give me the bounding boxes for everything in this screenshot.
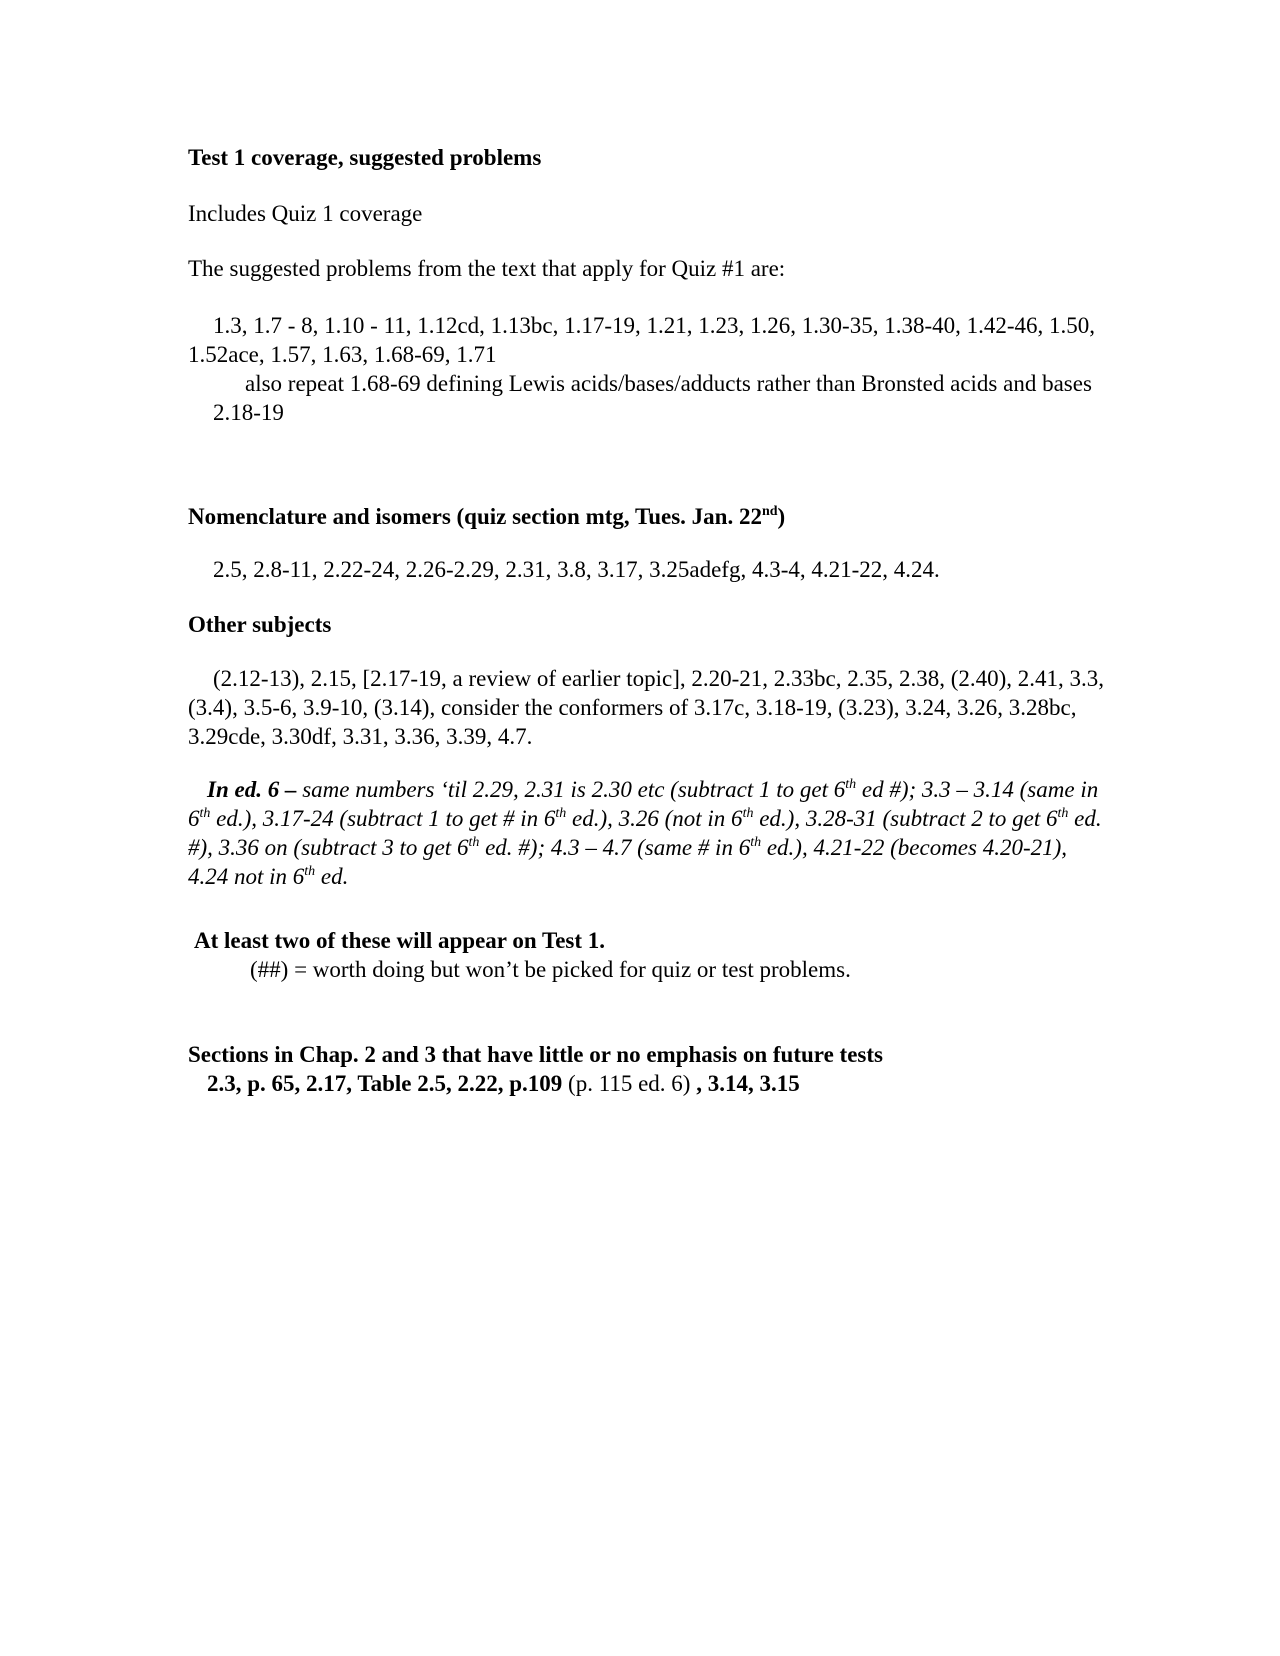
edition-6-text-9: ed. — [315, 864, 349, 889]
nomenclature-heading-text: Nomenclature and isomers (quiz section mtg, Tues. Jan. 22 — [188, 504, 762, 529]
quiz-intro: The suggested problems from the text that apply for Quiz #1 are: — [188, 256, 786, 281]
sections-list-bold-1: 2.3, p. 65, 2.17, Table 2.5, 2.22, p.109 — [207, 1071, 563, 1096]
edition-6-lead: In ed. 6 – — [207, 777, 297, 802]
edition-6-sup-6: th — [468, 835, 480, 850]
quiz-extra-problems: 2.18-19 — [213, 400, 284, 425]
edition-6-text-7: ed. #); 4.3 – 4.7 (same # in 6 — [479, 835, 751, 860]
edition-6-text-5: ed.), 3.28-31 (subtract 2 to get 6 — [753, 806, 1058, 831]
edition-6-text-2: ed #); 3.3 – 3.14 (same in 6 — [188, 777, 1099, 831]
edition-6-sup-7: th — [750, 835, 762, 850]
edition-6-text-6: ed. #), 3.36 on (subtract 3 to get 6 — [188, 806, 1102, 860]
edition-6-sup-8: th — [304, 864, 316, 879]
worth-doing-note: (##) = worth doing but won’t be picked for quiz or test problems. — [250, 957, 851, 982]
test-note-block — [188, 926, 1108, 984]
nomenclature-problem-list: 2.5, 2.8-11, 2.22-24, 2.26-2.29, 2.31, 3.8, 3.17, 3.25adefg, 4.3-4, 4.21-22, 4.24. — [213, 557, 940, 582]
edition-6-sup-4: th — [742, 806, 754, 821]
edition-6-note — [188, 775, 1108, 891]
edition-6-text-3: ed.), 3.17-24 (subtract 1 to get # in 6 — [210, 806, 556, 831]
sections-list-normal: (p. 115 ed. 6) — [562, 1071, 697, 1096]
quiz-also-note: also repeat 1.68-69 defining Lewis acids/bases/adducts rather than Bronsted acids and bases — [245, 371, 1092, 396]
nomenclature-heading-sup: nd — [761, 504, 778, 519]
page-title: Test 1 coverage, suggested problems — [188, 145, 542, 170]
at-least-two-note: At least two of these will appear on Test 1. — [194, 928, 606, 953]
edition-6-sup-3: th — [555, 806, 567, 821]
edition-6-sup-1: th — [845, 777, 857, 792]
quiz-problem-block — [188, 311, 1108, 427]
other-subjects-problem-list: (2.12-13), 2.15, [2.17-19, a review of earlier topic], 2.20-21, 2.33bc, 2.35, 2.38, (2.40), 2.41, 3.3, (3.4), 3.5-6, 3.9-10, (3.14), consider the conformers of 3.17c, 3.18-19, (3.23), 3.24, 3.26, 3.28bc, 3.29cde, 3.30df, 3.31, 3.36, 3.39, 4.7. — [188, 666, 1105, 749]
other-subjects-heading: Other subjects — [188, 612, 332, 637]
edition-6-text-8: ed.), 4.21-22 (becomes 4.20-21), 4.24 not in 6 — [188, 835, 1068, 889]
nomenclature-heading — [188, 502, 1108, 531]
sections-block — [188, 1040, 1108, 1098]
sections-heading: Sections in Chap. 2 and 3 that have little or no emphasis on future tests — [188, 1042, 883, 1067]
sections-list — [188, 1069, 1108, 1098]
edition-6-sup-2: th — [199, 806, 211, 821]
nomenclature-heading-close: ) — [777, 504, 786, 529]
edition-6-text-1: same numbers ‘til 2.29, 2.31 is 2.30 etc (subtract 1 to get 6 — [296, 777, 846, 802]
edition-6-sup-5: th — [1057, 806, 1069, 821]
edition-6-text-4: ed.), 3.26 (not in 6 — [566, 806, 743, 831]
quiz-problem-list: 1.3, 1.7 - 8, 1.10 - 11, 1.12cd, 1.13bc, 1.17-19, 1.21, 1.23, 1.26, 1.30-35, 1.38-40, 1.42-46, 1.50, 1.52ace, 1.57, 1.63, 1.68-69, 1.71 — [188, 313, 1096, 367]
includes-note: Includes Quiz 1 coverage — [188, 201, 423, 226]
sections-list-bold-2: , 3.14, 3.15 — [696, 1071, 800, 1096]
